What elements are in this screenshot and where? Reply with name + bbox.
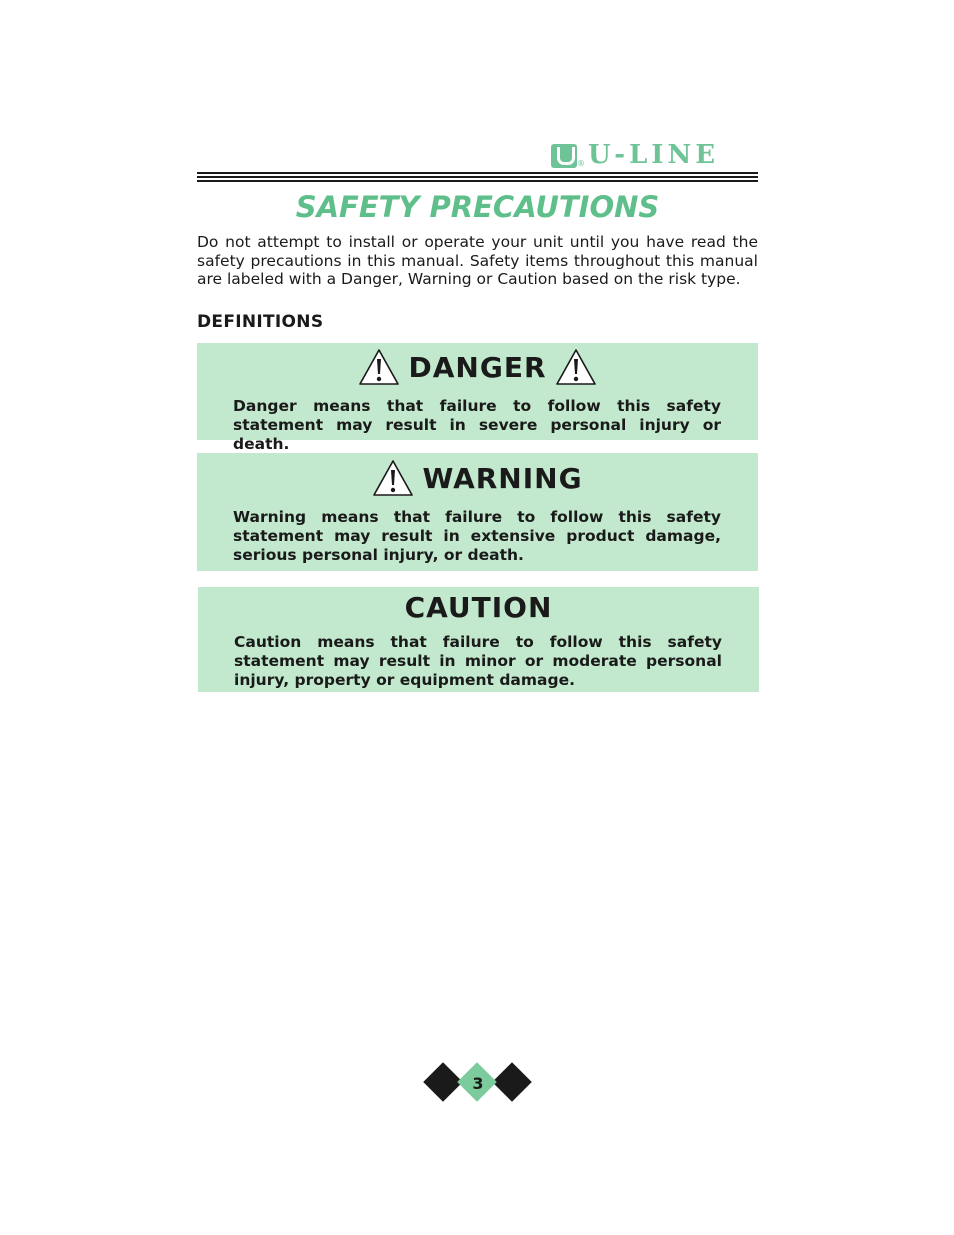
danger-description: Danger means that failure to follow this safety statement may result in severe personal injury or death.	[233, 397, 721, 453]
registered-mark: ®	[577, 159, 585, 168]
caution-box	[198, 587, 759, 692]
danger-heading: DANGER	[408, 350, 547, 384]
definitions-heading: DEFINITIONS	[197, 312, 324, 332]
page-number: 3	[472, 1073, 484, 1093]
warning-triangle-icon	[358, 348, 400, 386]
header-rule-top	[197, 172, 758, 174]
warning-triangle-icon	[372, 459, 414, 497]
diamond-right-icon	[492, 1062, 532, 1102]
caution-description: Caution means that failure to follow this safety statement may result in minor or moderate personal injury, property or equipment damage.	[234, 633, 722, 689]
warning-triangle-icon	[555, 348, 597, 386]
header-rule-bottom	[197, 180, 758, 182]
caution-header	[198, 587, 759, 625]
page-number-marker	[423, 1061, 533, 1105]
danger-header	[197, 343, 758, 388]
danger-box	[197, 343, 758, 453]
header-rule-middle	[197, 176, 758, 178]
warning-heading: WARNING	[422, 461, 583, 495]
brand-name: U-LINE	[588, 140, 720, 170]
u-line-logo-icon	[551, 144, 577, 168]
brand-logo	[551, 140, 719, 168]
warning-box	[197, 453, 758, 571]
intro-paragraph: Do not attempt to install or operate your unit until you have read the safety precautions in this manual. Safety items throughout this manual are labeled with a Danger, Warning or Caution based on the risk type.	[197, 233, 758, 288]
caution-heading: CAUTION	[404, 590, 553, 624]
warning-description: Warning means that failure to follow this safety statement may result in extensive product damage, serious personal injury, or death.	[233, 508, 721, 564]
warning-header	[197, 453, 758, 499]
page-title: SAFETY PRECAUTIONS	[295, 190, 660, 224]
